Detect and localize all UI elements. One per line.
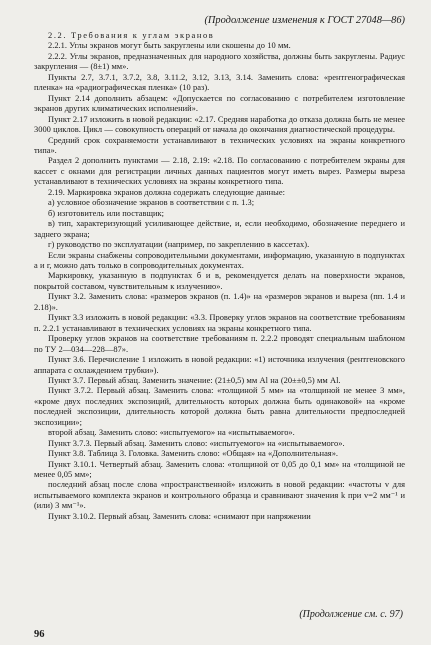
paragraph: 2.19. Маркировка экранов должна содержать следующие данные:: [48, 186, 285, 197]
paragraph: Средний срок сохраняемости устанавливают в технических условиях на экраны конкретного типа».: [34, 134, 405, 155]
document-body: [34, 30, 405, 521]
paragraph: Пункт 3.10.1. Четвертый абзац. Заменить слова: «толщиной от 0,05 до 0,1 мм» на «толщиной не менее 0,05 мм»;: [34, 458, 405, 480]
paragraph: Раздел 2 дополнить пунктами — 2.18, 2.19: «2.18. По согласованию с потребителем экраны для кассет с окнами для регистрации личных данных пациентов могут иметь вырез. Размеры выреза устанавливают в технических условиях на экраны конкретного типа.: [34, 155, 405, 187]
paragraph: Пункт 3.3 изложить в новой редакции: «3.3. Проверку углов экранов на соответствие требованиям п. 2.2.1 устанавливают в технических условиях на экраны конкретного типа.: [34, 312, 405, 333]
paragraph: Пункт 2.17 изложить в новой редакции: «2.17. Средняя наработка до отказа должна быть не менее 3000 циклов. Цикл — совокупность операций от начала до окончания диагностической процедуры.: [34, 113, 405, 135]
list-item: в) тип, характеризующий усиливающее действие, и, если необходимо, обозначение переднего и заднего экрана;: [34, 218, 405, 239]
paragraph: Пункт 3.10.2. Первый абзац. Заменить слова: «снимают при напряжении: [48, 510, 311, 521]
paragraph: последний абзац после слова «пространственной» изложить в новой редакции: «частоты v для испытываемого комплекта экранов и контрольного образца и сравнивают значения k при v=2 мм⁻¹ и (или) 3 мм⁻¹».: [34, 479, 405, 511]
paragraph: 2.2.2. Углы экранов, предназначенных для народного хозяйства, должны быть закруглены. Радиус закругления — (8±1) мм».: [34, 50, 405, 72]
paragraph: Если экраны снабжены сопроводительными документами, информацию, указанную в подпунктах а и г, можно дать только в сопроводительных документах.: [34, 249, 405, 270]
paragraph: Пункт 3.7.3. Первый абзац. Заменить слово: «испытуемого» на «испытываемого».: [48, 437, 345, 448]
paragraph: Пункт 3.6. Перечисление 1 изложить в новой редакции: «1) источника излучения (рентгеновского аппарата с охлаждением трубки»).: [34, 354, 405, 375]
paragraph: 2.2.1. Углы экранов могут быть закруглены или скошены до 10 мм.: [48, 40, 291, 51]
paragraph: Пункт 2.14 дополнить абзацем: «Допускается по согласованию с потребителем изготовление экранов других климатических исполнений».: [34, 92, 405, 114]
section-title: 2.2. Требования к углам экранов: [48, 30, 215, 40]
continuation-header: (Продолжение изменения к ГОСТ 27048—86): [204, 15, 405, 26]
paragraph: Проверку углов экранов на соответствие требованиям п. 2.2.2 проводят специальным шаблоном по ТУ 2—034—228—87».: [34, 333, 405, 354]
paragraph: Пункт 3.8. Таблица 3. Головка. Заменить слово: «Общая» на «Дополнительная».: [48, 448, 339, 459]
paragraph: Маркировку, указанную в подпунктах б и в, рекомендуется делать на поверхности экранов, покрытой составом, чувствительным к излучению».: [34, 270, 405, 291]
paragraph: второй абзац. Заменить слово: «испытуемого» на «испытываемого».: [48, 427, 295, 438]
paragraph: Пункт 3.7. Первый абзац. Заменить значение: (21±0,5) мм Al на (20±±0,5) мм Al.: [48, 374, 341, 385]
paragraph: Пункты 2.7, 3.7.1, 3.7.2, 3.8, 3.11.2, 3.12, 3.13, 3.14. Заменить слова: «рентгенографическая пленка» на «радиографическая пленка» (10 раз).: [34, 71, 405, 93]
paragraph: Пункт 3.2. Заменить слова: «размеров экранов (п. 1.4)» на «размеров экранов и выреза (пп. 1.4 и 2.18)».: [34, 291, 405, 312]
list-item: а) условное обозначение экранов в соответствии с п. 1.3;: [48, 197, 255, 208]
list-item: г) руководство по эксплуатации (например, по закреплению в кассетах).: [48, 239, 310, 250]
page-number: 96: [34, 629, 45, 640]
paragraph: Пункт 3.7.2. Первый абзац. Заменить слова: «толщиной 5 мм» на «толщиной не менее 3 мм», «кроме двух последних экспозиций, длительность которых должна быть одинаковой» на «кроме последней экспозиции, длительность которой должна быть равна длительности предпоследней экспозиции»;: [34, 385, 405, 427]
list-item: б) изготовитель или поставщик;: [48, 207, 164, 218]
continuation-footer: (Продолжение см. с. 97): [299, 609, 403, 620]
